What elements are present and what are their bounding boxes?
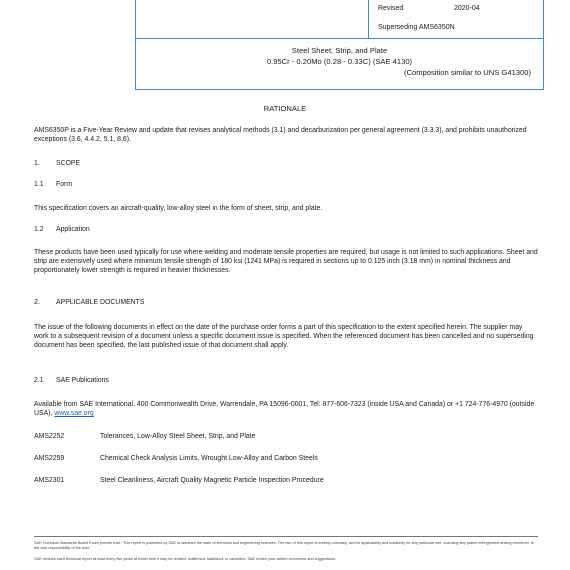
scope-heading bbox=[34, 160, 80, 167]
application-title: Application bbox=[56, 226, 90, 233]
applicable-number: 2. bbox=[34, 299, 40, 306]
footer-notice-2: SAE reviews each technical report at least every five years at which time it may be revised, reaffirmed, stabilized, or cancelled. SAE invites your written comments and suggestions. bbox=[34, 557, 336, 561]
header-metadata-row bbox=[136, 0, 543, 39]
sae-publications-heading bbox=[34, 377, 109, 384]
reference-code: AMS2259 bbox=[34, 455, 65, 462]
spec-title-line3: (Composition similar to UNS G41300) bbox=[403, 68, 531, 77]
application-heading bbox=[34, 226, 90, 233]
sae-address-text: Available from SAE International, 400 Commonwealth Drive, Warrendale, PA 15096-0001, Tel: 877-606-7323 (inside USA and Canada) or +1 724-776-4970 (outside USA), bbox=[34, 401, 535, 417]
sae-number: 2.1 bbox=[34, 377, 44, 384]
sae-title: SAE Publications bbox=[56, 377, 109, 384]
reference-code: AMS2252 bbox=[34, 433, 65, 440]
applicable-text: The issue of the following documents in effect on the date of the purchase order forms a part of this specification to the extent specified herein. The supplier may work to a subsequent revision of a document unless a specific document issue is specified. When the referenced document has been cancelled and no superseding document has been specified, the last published issue of that document shall apply. bbox=[34, 324, 534, 349]
spec-title-line1: Steel Sheet, Strip, and Plate bbox=[291, 46, 388, 55]
reference-item bbox=[34, 433, 256, 440]
form-number: 1.1 bbox=[34, 181, 44, 188]
form-text: This specification covers an aircraft-quality, low-alloy steel in the form of sheet, strip, and plate. bbox=[34, 205, 323, 212]
reference-item bbox=[34, 477, 324, 484]
applicable-documents-heading bbox=[34, 299, 144, 306]
application-text: These products have been used typically for use where welding and moderate tensile properties are required, but usage is not limited to such applications. Sheet and strip are extensively used where minimum tensile strength of 180 ksi (1241 MPa) is required in sections up to 0.125 inch (3.18 mm) in nominal thickness and proportionately lower strength is required in heavier thicknesses. bbox=[34, 249, 538, 274]
application-number: 1.2 bbox=[34, 226, 44, 233]
sae-publications-text bbox=[34, 400, 538, 418]
form-heading bbox=[34, 181, 72, 188]
footer-divider bbox=[34, 536, 538, 537]
revised-label: Revised bbox=[378, 5, 404, 12]
rationale-heading: RATIONALE bbox=[263, 104, 307, 113]
reference-item bbox=[34, 455, 318, 462]
reference-code: AMS2301 bbox=[34, 477, 65, 484]
applicable-title: APPLICABLE DOCUMENTS bbox=[56, 299, 145, 306]
footer-notice-1: SAE Technical Standards Board Rules provide that: "This report is published by SAE to advance the state of technical and engineering sciences. The use of this report is entirely voluntary, and its applicability and suitability for any particular use, including any patent infringement arising therefrom, is the sole responsibility of the user." bbox=[34, 541, 534, 550]
revised-date: 2020-04 bbox=[454, 5, 480, 12]
sae-website-link[interactable]: www.sae.org bbox=[54, 410, 94, 417]
scope-number: 1. bbox=[34, 160, 40, 167]
scope-title: SCOPE bbox=[56, 160, 81, 167]
spec-title-line2: 0.95Cr - 0.20Mo (0.28 - 0.33C) (SAE 4130) bbox=[266, 57, 413, 66]
reference-title: Steel Cleanliness, Aircraft Quality Magnetic Particle Inspection Procedure bbox=[100, 477, 324, 484]
reference-title: Tolerances, Low-Alloy Steel Sheet, Strip, and Plate bbox=[100, 433, 256, 440]
rationale-text: AMS6350P is a Five-Year Review and update that revises analytical methods (3.1) and decarburization per general agreement (3.3.3), and prohibits unauthorized exceptions (3.6, 4.4.2, 5.1, 8.6). bbox=[34, 127, 527, 143]
reference-title: Chemical Check Analysis Limits, Wrought Low-Alloy and Carbon Steels bbox=[100, 455, 318, 462]
form-title: Form bbox=[56, 181, 73, 188]
header-divider bbox=[368, 0, 369, 38]
document-header-box bbox=[135, 0, 544, 90]
superseding-text: Superseding AMS6350N bbox=[378, 24, 455, 31]
